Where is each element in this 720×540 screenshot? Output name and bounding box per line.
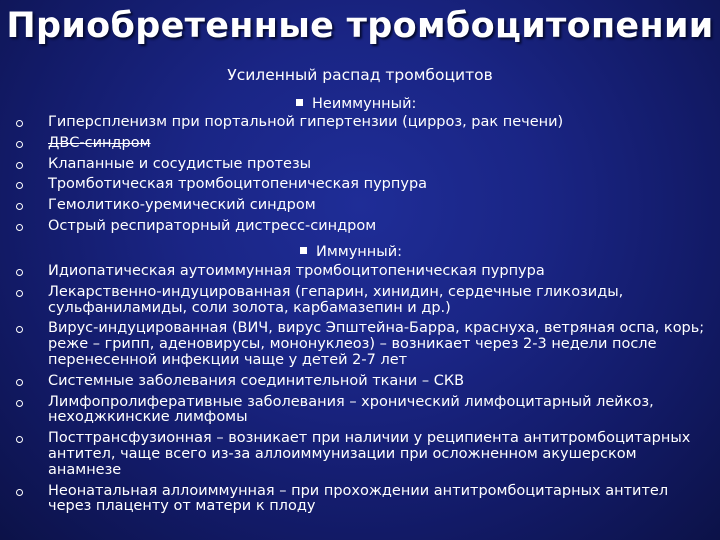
list-item-text: Лекарственно-индуцированная (гепарин, хинидин, сердечные гликозиды, сульфаниламиды, соли золота, карбамазепин и др.)	[48, 283, 624, 316]
circle-bullet-icon	[16, 436, 23, 443]
section-heading-label: Неиммунный:	[312, 96, 417, 112]
list-item-text: Клапанные и сосудистые протезы	[48, 155, 312, 172]
circle-bullet-icon	[16, 489, 23, 496]
list-item	[0, 431, 720, 478]
list-item	[0, 395, 720, 427]
square-bullet-icon	[300, 247, 307, 254]
list-item-text: ДВС-синдром	[48, 134, 151, 151]
immune-list	[0, 264, 720, 520]
list-item-text: Тромботическая тромбоцитопеническая пурпура	[48, 176, 428, 193]
list-item	[0, 115, 720, 131]
list-item-text: Острый респираторный дистресс-синдром	[48, 217, 377, 234]
circle-bullet-icon	[16, 269, 23, 276]
circle-bullet-icon	[16, 224, 23, 231]
list-item	[0, 177, 720, 193]
slide-title: Приобретенные тромбоцитопении	[6, 6, 714, 46]
list-item-text: Идиопатическая аутоиммунная тромбоцитопеническая пурпура	[48, 263, 545, 279]
circle-bullet-icon	[16, 290, 23, 297]
list-item	[0, 157, 720, 173]
section-heading-non-immune	[296, 95, 416, 113]
circle-bullet-icon	[16, 162, 23, 169]
circle-bullet-icon	[16, 120, 23, 127]
list-item-text: Неонатальная аллоиммунная – при прохождении антитромбоцитарных антител через плаценту от матери к плоду	[48, 482, 669, 515]
list-item	[0, 264, 720, 280]
circle-bullet-icon	[16, 400, 23, 407]
list-item	[0, 484, 720, 516]
list-item	[0, 285, 720, 317]
list-item-text: Гемолитико-уремический синдром	[48, 197, 316, 214]
square-bullet-icon	[296, 99, 303, 106]
list-item-text: Лимфопролиферативные заболевания – хронический лимфоцитарный лейкоз, неходжкинские лимфомы	[48, 393, 654, 426]
list-item-text: Посттрансфузионная – возникает при наличии у реципиента антитромбоцитарных антител, чаще всего из-за аллоиммунизации при осложненном акушерском анамнезе	[48, 430, 691, 478]
circle-bullet-icon	[16, 326, 23, 333]
circle-bullet-icon	[16, 203, 23, 210]
list-item	[0, 219, 720, 235]
list-item	[0, 321, 720, 368]
circle-bullet-icon	[16, 141, 23, 148]
list-item-text: Системные заболевания соединительной ткани – СКВ	[48, 372, 465, 389]
slide-subtitle: Усиленный распад тромбоцитов	[227, 66, 493, 84]
circle-bullet-icon	[16, 379, 23, 386]
circle-bullet-icon	[16, 182, 23, 189]
list-item-text: Вирус-индуцированная (ВИЧ, вирус Эпштейна-Барра, краснуха, ветряная оспа, корь; реже – грипп, аденовирусы, мононуклеоз) – возникает через 2-3 недели после перенесенной инфекции чаще у детей 2-7 лет	[48, 320, 705, 368]
list-item-text: Гиперспленизм при портальной гипертензии (цирроз, рак печени)	[48, 114, 564, 130]
section-heading-immune	[300, 243, 402, 261]
section-heading-label: Иммунный:	[316, 244, 403, 260]
list-item	[0, 136, 720, 152]
non-immune-list	[0, 115, 720, 240]
list-item	[0, 374, 720, 390]
list-item	[0, 198, 720, 214]
